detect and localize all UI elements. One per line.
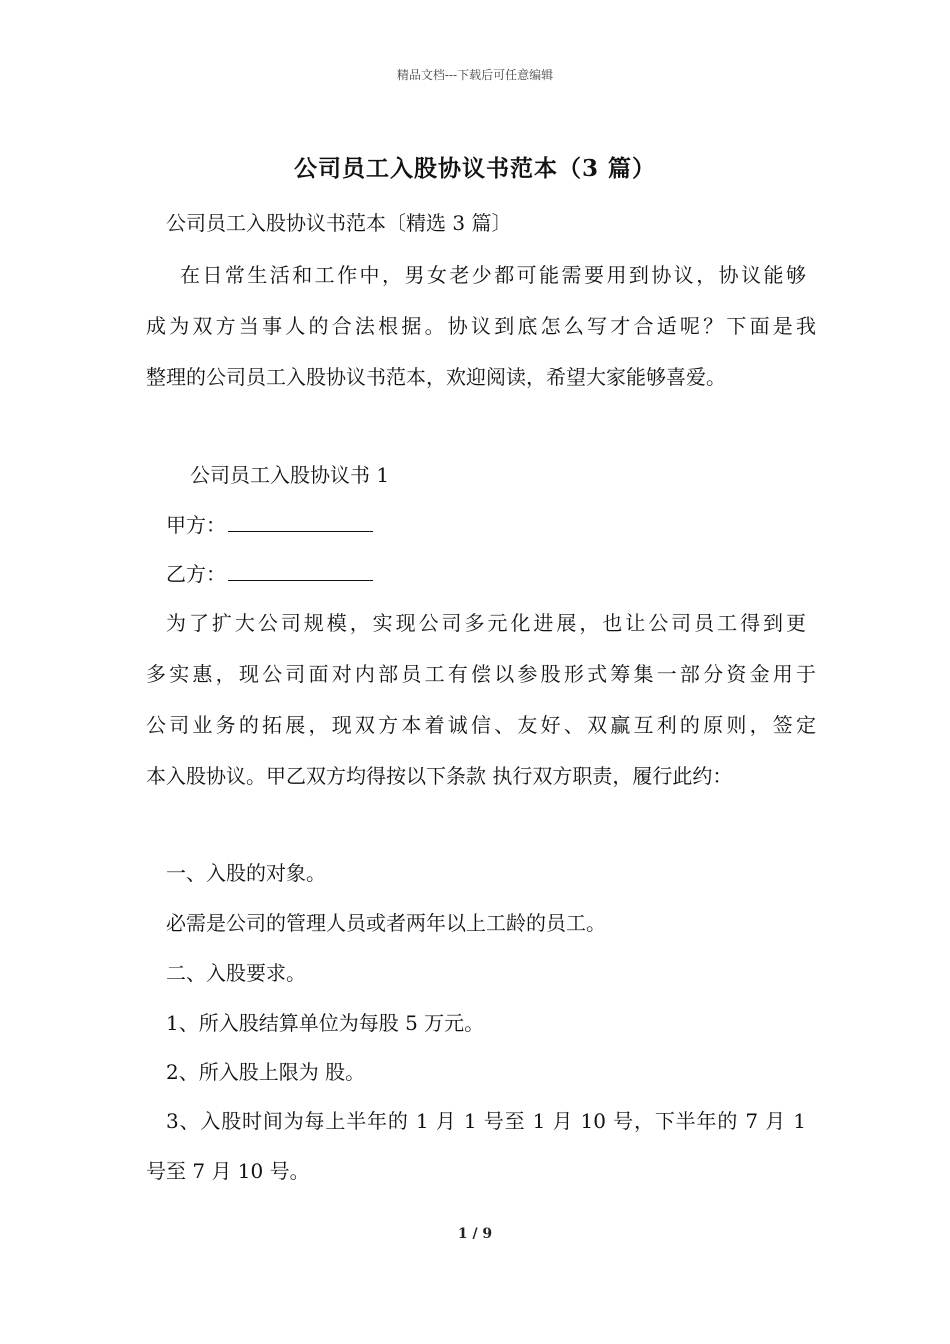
clause-2-item-1: 1、所入股结算单位为每股 5 万元。 [166,1011,485,1035]
party-b-blank [228,562,373,581]
page-number: 1 / 9 [457,1226,493,1242]
party-b-label: 乙方： [166,562,226,586]
clause-2-item-2: 2、所入股上限为 股。 [166,1060,366,1084]
preamble-line-3: 公司业务的拓展，现双方本着诚信、友好、双赢互利的原则，签定 [146,713,816,737]
party-a-blank [228,513,373,532]
clause-1-text: 必需是公司的管理人员或者两年以上工龄的员工。 [166,911,606,935]
preamble-line-2: 多实惠，现公司面对内部员工有偿以参股形式筹集一部分资金用于 [146,662,816,686]
subtitle: 公司员工入股协议书范本〔精选 3 篇〕 [166,211,512,235]
preamble-line-1: 为了扩大公司规模，实现公司多元化进展，也让公司员工得到更 [166,611,806,635]
section-title: 公司员工入股协议书 1 [190,463,390,487]
party-a-label: 甲方： [166,513,226,537]
preamble-line-4: 本入股协议。甲乙双方均得按以下条款 执行双方职责，履行此约： [146,764,733,788]
page-header: 精品文档---下载后可任意编辑 [396,68,554,82]
intro-line-2: 成为双方当事人的合法根据。协议到底怎么写才合适呢？下面是我 [146,314,816,338]
document-title: 公司员工入股协议书范本（3 篇） [293,155,656,182]
clause-2-item-3-line-2: 号至 7 月 10 号。 [146,1159,310,1183]
clause-1-title: 一、入股的对象。 [166,861,326,885]
clause-2-title: 二、入股要求。 [166,961,306,985]
clause-2-item-3-line-1: 3、入股时间为每上半年的 1 月 1 号至 1 月 10 号，下半年的 7 月 1 [166,1109,806,1133]
intro-line-3: 整理的公司员工入股协议书范本，欢迎阅读，希望大家能够喜爱。 [146,365,726,389]
party-b-line [166,558,836,587]
party-a-line [166,509,836,538]
intro-line-1: 在日常生活和工作中，男女老少都可能需要用到协议，协议能够 [180,263,806,287]
